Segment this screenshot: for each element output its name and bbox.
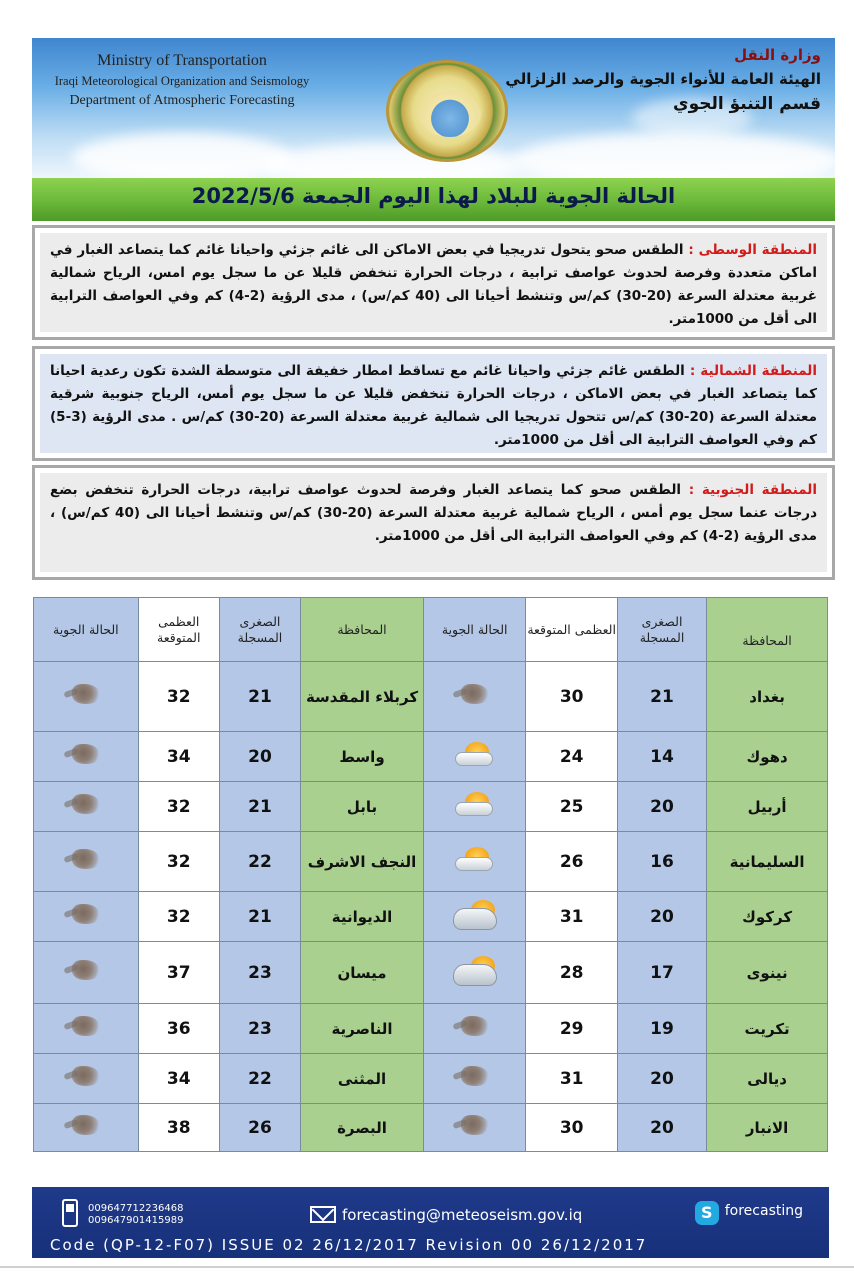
partly-cloudy-icon xyxy=(451,845,499,875)
document-code: Code (QP-12-F07) ISSUE 02 26/12/2017 Revision 00 26/12/2017 xyxy=(50,1236,648,1254)
table-row xyxy=(34,942,828,1004)
governorate-cell: ميسان xyxy=(301,942,424,1004)
max-temp-cell: 25 xyxy=(526,782,617,832)
max-temp-cell: 36 xyxy=(138,1004,219,1054)
dust-icon xyxy=(62,845,110,875)
min-temp-cell: 21 xyxy=(219,892,300,942)
min-temp-cell: 17 xyxy=(617,942,706,1004)
partly-cloudy-icon xyxy=(451,790,499,820)
min-temp-cell: 22 xyxy=(219,832,300,892)
footer xyxy=(32,1187,829,1258)
table-row xyxy=(34,892,828,942)
table-row xyxy=(34,1104,828,1152)
min-temp-cell: 21 xyxy=(219,662,300,732)
weather-cell xyxy=(423,942,526,1004)
max-temp-cell: 32 xyxy=(138,782,219,832)
min-temp-cell: 20 xyxy=(617,1054,706,1104)
footer-skype[interactable] xyxy=(695,1201,803,1225)
header-governorate-left: المحافظة xyxy=(301,598,424,662)
dust-icon xyxy=(62,1111,110,1141)
header-max-right: العظمى المتوقعة xyxy=(526,598,617,662)
header-min-left: الصغرى المسجلة xyxy=(219,598,300,662)
header-arabic xyxy=(505,46,821,114)
table-row xyxy=(34,782,828,832)
dust-icon xyxy=(62,680,110,710)
min-temp-cell: 14 xyxy=(617,732,706,782)
max-temp-cell: 38 xyxy=(138,1104,219,1152)
min-temp-cell: 21 xyxy=(617,662,706,732)
skype-icon: S xyxy=(695,1201,719,1225)
weather-cell xyxy=(423,662,526,732)
max-temp-cell: 32 xyxy=(138,662,219,732)
governorate-cell: كركوك xyxy=(707,892,828,942)
governorate-cell: كربلاء المقدسة xyxy=(301,662,424,732)
table-header-row xyxy=(34,598,828,662)
governorate-cell: تكريت xyxy=(707,1004,828,1054)
dust-icon xyxy=(451,1111,499,1141)
partly-cloudy-icon xyxy=(451,740,499,770)
max-temp-cell: 34 xyxy=(138,1054,219,1104)
governorate-cell: المثنى xyxy=(301,1054,424,1104)
cloudy-icon xyxy=(451,900,499,930)
region-north xyxy=(32,346,835,461)
region-south xyxy=(32,465,835,580)
phone-number-1: 009647712236468 xyxy=(88,1203,184,1214)
max-temp-cell: 29 xyxy=(526,1004,617,1054)
department-name-ar: قسم التنبؤ الجوي xyxy=(673,94,821,114)
dust-icon xyxy=(62,900,110,930)
max-temp-cell: 34 xyxy=(138,732,219,782)
phone-icon xyxy=(62,1199,78,1227)
header-weather-left: الحالة الجوية xyxy=(34,598,139,662)
max-temp-cell: 30 xyxy=(526,1104,617,1152)
governorate-cell: النجف الاشرف xyxy=(301,832,424,892)
max-temp-cell: 32 xyxy=(138,892,219,942)
email-address[interactable]: forecasting@meteoseism.gov.iq xyxy=(342,1206,583,1224)
weather-table xyxy=(33,597,828,1152)
weather-cell xyxy=(423,832,526,892)
weather-cell xyxy=(423,1054,526,1104)
max-temp-cell: 28 xyxy=(526,942,617,1004)
region-central-name: المنطقة الوسطى : xyxy=(688,242,817,258)
cloudy-icon xyxy=(451,956,499,986)
dust-icon xyxy=(62,790,110,820)
weather-cell xyxy=(34,1004,139,1054)
max-temp-cell: 31 xyxy=(526,892,617,942)
header-max-left: العظمى المتوقعة xyxy=(138,598,219,662)
weather-cell xyxy=(34,832,139,892)
weather-cell xyxy=(423,1104,526,1152)
min-temp-cell: 26 xyxy=(219,1104,300,1152)
region-central xyxy=(32,225,835,340)
weather-cell xyxy=(34,892,139,942)
governorate-cell: الانبار xyxy=(707,1104,828,1152)
region-central-text: الطقس صحو يتحول تدريجيا في بعض الاماكن الى غائم جزئي واحيانا غائم كما يتصاعد الغبار في اماكن متعددة وفرصة لحدوث عواصف ترابية ، درجات الحرارة تنخفض قليلا عن ما سجل يوم امس، الرياح شمالية غربية معتدلة السرعة (20-30) كم/س وتنشط أحيانا الى (40 كم/س) ، مدى الرؤية (2-4) كم وفي العواصف الترابية الى أقل من 1000متر. xyxy=(50,242,817,327)
min-temp-cell: 23 xyxy=(219,1004,300,1054)
region-south-name: المنطقة الجنوبية : xyxy=(688,482,817,498)
max-temp-cell: 24 xyxy=(526,732,617,782)
phone-number-2: 009647901415989 xyxy=(88,1215,184,1226)
governorate-cell: أربيل xyxy=(707,782,828,832)
governorate-cell: البصرة xyxy=(301,1104,424,1152)
page-title: الحالة الجوية للبلاد لهذا اليوم الجمعة 2022/5/6 xyxy=(191,184,676,208)
dust-icon xyxy=(62,1062,110,1092)
min-temp-cell: 23 xyxy=(219,942,300,1004)
region-north-text: الطقس غائم جزئي واحيانا غائم مع تساقط امطار خفيفة الى متوسطة الشدة تكون رعدية احيانا كما يتصاعد الغبار في بعض الاماكن ، درجات الحرارة تنخفض قليلا عن ما سجل يوم أمس، الرياح جنوبية شرقية معتدلة السرعة (20-30) كم/س تتحول تدريجيا الى شمالية غربية معتدلة السرعة (20-30) كم/س . مدى الرؤية (3-5) كم وفي العواصف الترابية الى أقل من 1000متر. xyxy=(50,363,818,448)
department-name-en: Department of Atmospheric Forecasting xyxy=(69,93,295,108)
weather-cell xyxy=(34,1104,139,1152)
governorate-cell: السليمانية xyxy=(707,832,828,892)
region-north-name: المنطقة الشمالية : xyxy=(689,363,817,379)
min-temp-cell: 21 xyxy=(219,782,300,832)
dust-icon xyxy=(451,1012,499,1042)
ministry-name-en: Ministry of Transportation xyxy=(97,52,267,69)
max-temp-cell: 31 xyxy=(526,1054,617,1104)
dust-icon xyxy=(451,1062,499,1092)
region-south-text: الطقس صحو كما يتصاعد الغبار وفرصة لحدوث عواصف ترابية، درجات الحرارة تنخفض بضع درجات عنما سجل يوم أمس ، الرياح شمالية غربية معتدلة السرعة (20-30) كم/س وتنشط أحيانا الى (40 كم/س) ، مدى الرؤية (2-4) كم وفي العواصف الترابية الى أقل من 1000متر. xyxy=(50,482,817,544)
footer-email[interactable] xyxy=(310,1206,582,1224)
max-temp-cell: 37 xyxy=(138,942,219,1004)
title-bar xyxy=(32,178,835,221)
skype-id: forecasting xyxy=(724,1203,803,1219)
max-temp-cell: 32 xyxy=(138,832,219,892)
table-row xyxy=(34,1004,828,1054)
dust-icon xyxy=(62,1012,110,1042)
dust-icon xyxy=(62,956,110,986)
weather-cell xyxy=(34,1054,139,1104)
weather-cell xyxy=(34,942,139,1004)
dust-icon xyxy=(62,740,110,770)
weather-cell xyxy=(34,732,139,782)
organization-name-en: Iraqi Meteorological Organization and Seismology xyxy=(54,74,310,88)
header-english xyxy=(32,52,332,109)
governorate-cell: واسط xyxy=(301,732,424,782)
envelope-icon xyxy=(310,1206,336,1223)
header-weather-right: الحالة الجوية xyxy=(423,598,526,662)
governorate-cell: دهوك xyxy=(707,732,828,782)
page-bottom-divider xyxy=(0,1266,854,1268)
logo-emblem-icon xyxy=(419,91,481,137)
governorate-cell: بابل xyxy=(301,782,424,832)
weather-cell xyxy=(423,782,526,832)
min-temp-cell: 20 xyxy=(219,732,300,782)
min-temp-cell: 20 xyxy=(617,892,706,942)
governorate-cell: الديوانية xyxy=(301,892,424,942)
ministry-name-ar: وزارة النقل xyxy=(734,46,821,64)
region-south-body xyxy=(40,473,827,572)
min-temp-cell: 22 xyxy=(219,1054,300,1104)
min-temp-cell: 19 xyxy=(617,1004,706,1054)
table-row xyxy=(34,832,828,892)
weather-cell xyxy=(423,1004,526,1054)
weather-cell xyxy=(423,892,526,942)
weather-cell xyxy=(34,662,139,732)
header-banner xyxy=(32,38,835,178)
region-north-body xyxy=(40,354,827,453)
weather-cell xyxy=(34,782,139,832)
weather-cell xyxy=(423,732,526,782)
governorate-cell: نينوى xyxy=(707,942,828,1004)
table-row xyxy=(34,732,828,782)
header-governorate-right: المحافظة xyxy=(707,598,828,662)
dust-icon xyxy=(451,680,499,710)
min-temp-cell: 20 xyxy=(617,1104,706,1152)
min-temp-cell: 16 xyxy=(617,832,706,892)
header-min-right: الصغرى المسجلة xyxy=(617,598,706,662)
min-temp-cell: 20 xyxy=(617,782,706,832)
max-temp-cell: 26 xyxy=(526,832,617,892)
governorate-cell: بغداد xyxy=(707,662,828,732)
table-row xyxy=(34,1054,828,1104)
table-row xyxy=(34,662,828,732)
governorate-cell: الناصرية xyxy=(301,1004,424,1054)
max-temp-cell: 30 xyxy=(526,662,617,732)
region-central-body xyxy=(40,233,827,332)
organization-logo xyxy=(386,60,508,162)
organization-name-ar: الهيئة العامة للأنواء الجوية والرصد الزلزالي xyxy=(505,70,821,88)
governorate-cell: ديالى xyxy=(707,1054,828,1104)
